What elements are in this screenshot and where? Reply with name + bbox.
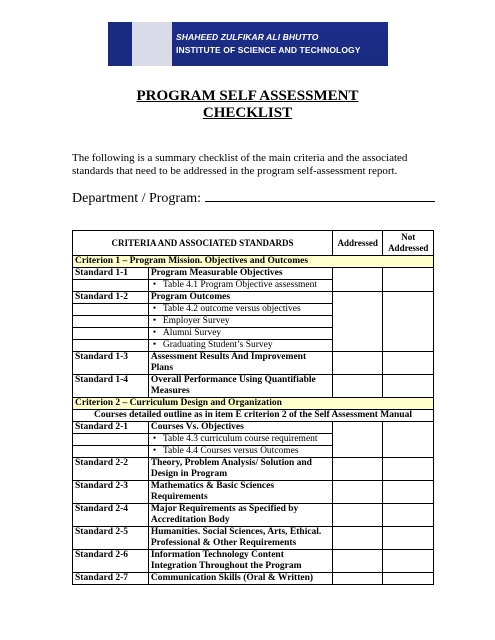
not-addressed-cell[interactable]: [383, 422, 434, 458]
standard-desc: Communication Skills (Oral & Written): [148, 573, 332, 585]
not-addressed-cell[interactable]: [383, 550, 434, 573]
not-addressed-cell[interactable]: [383, 268, 434, 292]
intro-paragraph: The following is a summary checklist of the main criteria and the associated standards that need to be addressed in the program self-assessment report.: [72, 152, 408, 177]
standard-id: Standard 2-6: [73, 550, 149, 573]
department-blank-line[interactable]: [205, 191, 435, 202]
table-row: [73, 481, 434, 504]
standard-id: Standard 1-1: [73, 268, 149, 280]
header-addressed: Addressed: [332, 231, 383, 256]
table-row: [73, 410, 434, 422]
criterion-2-note: Courses detailed outline as in item E criterion 2 of the Self Assessment Manual: [73, 410, 434, 422]
table-header-row: [73, 231, 434, 256]
not-addressed-cell[interactable]: [383, 292, 434, 352]
criterion-2-label: Criterion 2 – Curriculum Design and Organization: [73, 398, 434, 410]
not-addressed-cell[interactable]: [383, 527, 434, 550]
criterion-row: [73, 398, 434, 410]
standard-id: Standard 2-2: [73, 458, 149, 481]
portrait-image: [132, 22, 172, 66]
standard-desc: Program Measurable Objectives: [148, 268, 332, 280]
institute-name-line2: INSTITUTE OF SCIENCE AND TECHNOLOGY: [176, 45, 361, 55]
list-item: • Table 4.3 curriculum course requirement: [148, 434, 332, 446]
list-item: • Graduating Student’s Survey: [148, 340, 332, 352]
table-row: [73, 352, 434, 375]
header-criteria: CRITERIA AND ASSOCIATED STANDARDS: [73, 231, 333, 256]
standard-desc: Program Outcomes: [148, 292, 332, 304]
addressed-cell[interactable]: [332, 375, 383, 398]
addressed-cell[interactable]: [332, 573, 383, 585]
table-row: [73, 458, 434, 481]
table-row: [73, 422, 434, 434]
addressed-cell[interactable]: [332, 352, 383, 375]
title-line1: PROGRAM SELF ASSESSMENT: [136, 88, 359, 104]
standard-desc: Overall Performance Using Quantifiable Measures: [148, 375, 332, 398]
title-line2: CHECKLIST: [202, 105, 293, 121]
table-row: [73, 527, 434, 550]
table-row: [73, 375, 434, 398]
checklist-table: [72, 230, 434, 585]
standard-id: Standard 1-2: [73, 292, 149, 304]
not-addressed-cell[interactable]: [383, 352, 434, 375]
standard-desc: Humanities. Social Sciences, Arts, Ethical. Professional & Other Requirements: [148, 527, 332, 550]
list-item: • Employer Survey: [148, 316, 332, 328]
not-addressed-cell[interactable]: [383, 375, 434, 398]
addressed-cell[interactable]: [332, 292, 383, 352]
standard-id: Standard 2-3: [73, 481, 149, 504]
not-addressed-cell[interactable]: [383, 481, 434, 504]
table-row: [73, 573, 434, 585]
standard-id: Standard 2-4: [73, 504, 149, 527]
list-item: • Table 4.4 Courses versus Outcomes: [148, 446, 332, 458]
addressed-cell[interactable]: [332, 268, 383, 292]
standard-id: Standard 2-1: [73, 422, 149, 434]
table-row: [73, 268, 434, 280]
list-item: • Table 4.1 Program Objective assessment: [148, 280, 332, 292]
standard-id: Standard 2-7: [73, 573, 149, 585]
not-addressed-cell[interactable]: [383, 458, 434, 481]
standard-desc: Courses Vs. Objectives: [148, 422, 332, 434]
table-row: [73, 504, 434, 527]
department-label: Department / Program:: [72, 191, 202, 206]
standard-id: Standard 2-5: [73, 527, 149, 550]
table-row: [73, 550, 434, 573]
table-row: [73, 292, 434, 304]
department-field: [72, 191, 435, 207]
criterion-1-label: Criterion 1 – Program Mission. Objectives and Outcomes: [73, 256, 434, 268]
standard-desc: Theory, Problem Analysis/ Solution and Design in Program: [148, 458, 332, 481]
header-not-addressed: Not Addressed: [383, 231, 434, 256]
addressed-cell[interactable]: [332, 458, 383, 481]
addressed-cell[interactable]: [332, 422, 383, 458]
criterion-row: [73, 256, 434, 268]
standard-id: Standard 1-3: [73, 352, 149, 375]
standard-desc: Assessment Results And Improvement Plans: [148, 352, 332, 375]
institute-name-line1: SHAHEED ZULFIKAR ALI BHUTTO: [176, 32, 319, 42]
addressed-cell[interactable]: [332, 527, 383, 550]
addressed-cell[interactable]: [332, 504, 383, 527]
not-addressed-cell[interactable]: [383, 573, 434, 585]
list-item: • Table 4.2 outcome versus objectives: [148, 304, 332, 316]
standard-desc: Information Technology Content Integration Throughout the Program: [148, 550, 332, 573]
list-item: • Alumni Survey: [148, 328, 332, 340]
standard-id: Standard 1-4: [73, 375, 149, 398]
addressed-cell[interactable]: [332, 481, 383, 504]
standard-desc: Mathematics & Basic Sciences Requirements: [148, 481, 332, 504]
standard-desc: Major Requirements as Specified by Accreditation Body: [148, 504, 332, 527]
not-addressed-cell[interactable]: [383, 504, 434, 527]
addressed-cell[interactable]: [332, 550, 383, 573]
